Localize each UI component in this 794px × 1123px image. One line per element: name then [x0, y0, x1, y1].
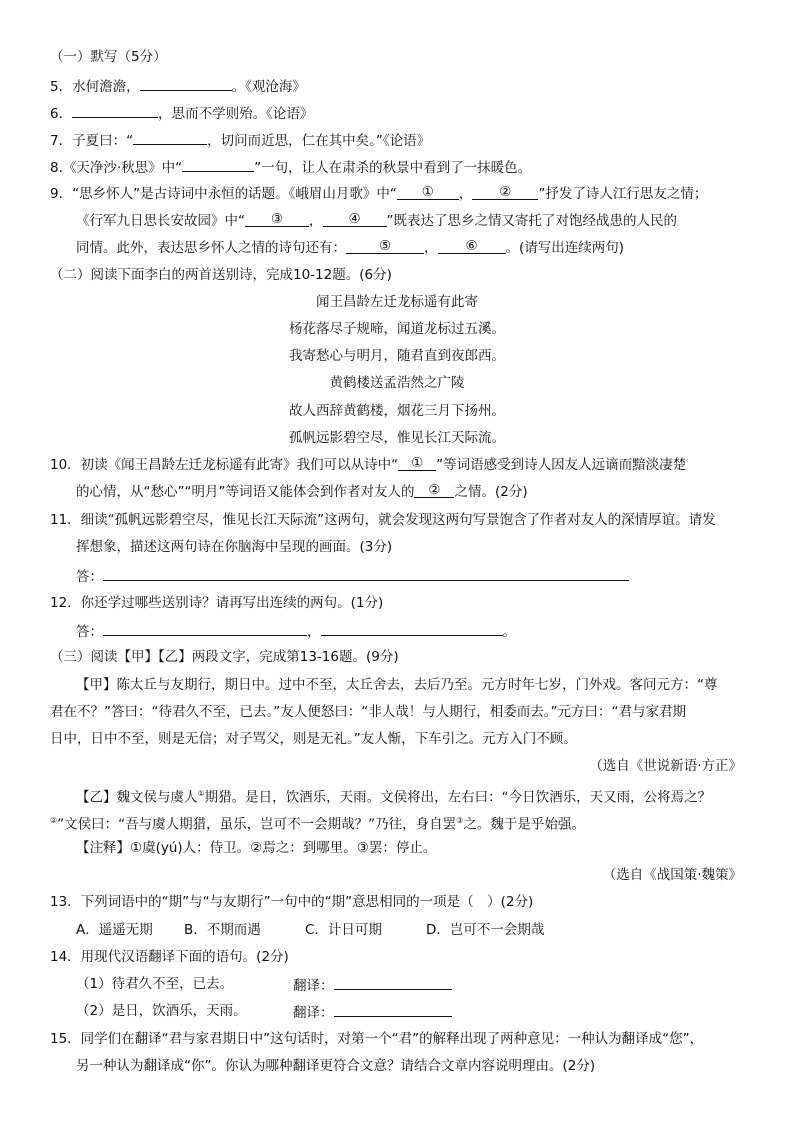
question-14-sentence-2: （2）是日，饮酒乐，天雨。: [76, 1003, 247, 1019]
question-7: [50, 130, 430, 150]
q12-answer-label: 答：: [76, 624, 103, 640]
question-12-answer: [76, 621, 516, 641]
question-9-line-3: [76, 239, 624, 257]
q9-text-a: 9．“思乡怀人”是古诗词中永恒的话题。《峨眉山月歌》中“: [50, 186, 397, 202]
q11-answer-line[interactable]: [103, 566, 629, 581]
q10-blank-2[interactable]: ②: [414, 483, 454, 498]
question-11-answer: [76, 566, 629, 586]
q6-number: 6．: [50, 106, 73, 122]
q8-rest: ”一句，让人在肃杀的秋景中看到了一抹暖色。: [254, 160, 532, 176]
q9-blank-5[interactable]: ⑤: [346, 239, 424, 254]
q6-blank[interactable]: [72, 103, 158, 118]
section-1-heading: （一）默写（5分）: [50, 49, 167, 65]
passage-yi-line-2: [50, 812, 585, 834]
q10-text-d: 之情。(2分): [454, 484, 528, 500]
question-13-option-b[interactable]: B．不期而遇: [184, 922, 261, 938]
section-3-heading: （三）阅读【甲】【乙】两段文字，完成第13-16题。(9分): [50, 649, 399, 665]
q12-answer-line-1[interactable]: [103, 621, 307, 636]
q5-blank[interactable]: [140, 76, 232, 91]
q5-source: 。《观沧海》: [231, 79, 306, 95]
q9-text-c: 《行军九日思长安故园》中“: [76, 213, 245, 229]
section-2-heading: （二）阅读下面李白的两首送别诗，完成10-12题。(6分): [50, 267, 392, 283]
passage-yi-line-1: [76, 785, 711, 807]
q14-answer-line-2[interactable]: [334, 1002, 452, 1017]
poem-2-title: 黄鹤楼送孟浩然之广陵: [329, 375, 465, 391]
passage-jia-source: （选自《世说新语·方正》: [589, 758, 742, 774]
question-6: [50, 103, 313, 123]
q5-text: 5．水何澹澹，: [50, 79, 140, 95]
q9-blank-1[interactable]: ①: [397, 185, 459, 200]
passage-yi-notes: 【注释】①虞(yú)人：侍卫。②焉之：到哪里。③罢：停止。: [76, 840, 437, 856]
q9-text-d: ”既表达了思乡之情又寄托了对饱经战患的人民的: [386, 213, 677, 229]
q10-blank-1[interactable]: ①: [398, 456, 436, 471]
q9-blank-3[interactable]: ③: [245, 212, 309, 227]
question-13-option-d[interactable]: D．岂可不一会期哉: [426, 922, 545, 938]
question-9-line-1: [50, 185, 707, 203]
q11-answer-label: 答：: [76, 569, 103, 585]
q14-label-2: 翻译：: [293, 1005, 334, 1021]
q12-sep: ，: [307, 624, 321, 640]
question-15-line-1: 15．同学们在翻译“君与家君期日中”这句话时，对第一个“君”的解释出现了两种意见：一种认为翻译成“您”，: [50, 1031, 704, 1047]
yi-footnote-1: ①: [197, 789, 205, 798]
q7-rest: ，切问而近思，仁在其中矣。”《论语》: [207, 133, 431, 149]
q9-blank-2[interactable]: ②: [472, 185, 538, 200]
question-5: [50, 76, 306, 96]
poem-2-line-2: 孤帆远影碧空尽，惟见长江天际流。: [289, 430, 505, 446]
question-8: [50, 157, 531, 177]
q8-text: 8.《天净沙·秋思》中“: [50, 160, 183, 176]
question-12: 12．你还学过哪些送别诗？请再写出连续的两句。(1分): [50, 595, 384, 611]
q14-label-1: 翻译：: [293, 978, 334, 994]
q9-sep-1: ，: [458, 186, 473, 202]
q9-sep-3: ，: [424, 240, 438, 256]
q10-text-b: ”等词语感受到诗人因友人远谪而黯淡凄楚: [436, 457, 687, 473]
question-10-line-1: [50, 456, 686, 474]
question-13: 13．下列词语中的“期”与“与友期行”一句中的“期”意思相同的一项是（ ）(2分): [50, 894, 534, 910]
poem-1-line-2: 我寄愁心与明月，随君直到夜郎西。: [289, 348, 505, 364]
yi-text-3: ”文侯曰：“吾与虞人期猎，虽乐，岂可不一会期哉？”乃往，身自罢: [57, 816, 457, 833]
q8-blank[interactable]: [182, 157, 254, 172]
q9-text-f: 。(请写出连续两句): [505, 240, 625, 256]
question-13-option-a[interactable]: A．遥遥无期: [76, 922, 153, 938]
q7-text: 7．子夏曰：“: [50, 133, 134, 149]
q9-sep-2: ，: [309, 213, 323, 229]
yi-text-2: 期猎。是日，饮酒乐，天雨。文侯将出，左右曰：“今日饮酒乐，天又雨，公将焉之？: [204, 789, 712, 806]
passage-yi-source: （选自《战国策·魏策》: [602, 867, 742, 883]
question-14: 14．用现代汉语翻译下面的语句。(2分): [50, 949, 289, 965]
passage-jia-line-2: 君在不？”答曰：“待君久不至，已去。”友人便怒曰：“非人哉！与人期行，相委而去。”元方曰：“君与家君期: [50, 704, 686, 720]
q14-answer-line-1[interactable]: [334, 975, 452, 990]
q10-text-a: 10．初读《闻王昌龄左迁龙标遥有此寄》我们可以从诗中“: [50, 457, 399, 473]
question-14-sentence-1: （1）待君久不至，已去。: [76, 976, 234, 992]
question-11-line-1: 11．细读“孤帆远影碧空尽，惟见长江天际流”这两句，就会发现这两句写景饱含了作者对友人的深情厚谊。请发: [50, 512, 716, 528]
poem-2-line-1: 故人西辞黄鹤楼，烟花三月下扬州。: [289, 403, 505, 419]
q12-answer-line-2[interactable]: [321, 621, 503, 636]
q9-text-e: 同情。此外，表达思乡怀人之情的诗句还有：: [76, 240, 346, 256]
passage-jia-line-1: 【甲】陈太丘与友期行，期日中。过中不至，太丘舍去，去后乃至。元方时年七岁，门外戏。客问元方：“尊: [76, 677, 718, 693]
passage-jia-line-3: 日中，日中不至，则是无信；对子骂父，则是无礼。”友人惭，下车引之。元方入门不顾。: [50, 731, 577, 747]
question-14-answer-1: [293, 975, 452, 995]
q10-text-c: 的心情，从“愁心”“明月”等词语又能体会到作者对友人的: [76, 484, 415, 500]
q9-blank-6[interactable]: ⑥: [438, 239, 506, 254]
yi-text-1: 【乙】魏文侯与虞人: [76, 789, 198, 806]
question-10-line-2: [76, 483, 528, 501]
question-14-answer-2: [293, 1002, 452, 1022]
poem-1-title: 闻王昌龄左迁龙标遥有此寄: [316, 294, 478, 310]
question-9-line-2: [76, 212, 677, 230]
yi-footnote-2: ②: [50, 816, 58, 825]
q7-blank[interactable]: [133, 130, 207, 145]
yi-footnote-3: ③: [456, 816, 464, 825]
q9-blank-4[interactable]: ④: [323, 212, 387, 227]
q9-text-b: ”抒发了诗人江行思友之情；: [538, 186, 708, 202]
question-11-line-2: 挥想象，描述这两句诗在你脑海中呈现的画面。(3分): [76, 539, 393, 555]
yi-text-4: 之。魏于是乎始强。: [463, 816, 585, 833]
q6-text: ，思而不学则殆。《论语》: [158, 106, 314, 122]
question-15-line-2: 另一种认为翻译成“你”。你认为哪种翻译更符合文意？请结合文章内容说明理由。(2分): [76, 1058, 596, 1074]
poem-1-line-1: 杨花落尽子规啼，闻道龙标过五溪。: [289, 321, 505, 337]
q12-end: 。: [502, 624, 516, 640]
question-13-option-c[interactable]: C．计日可期: [305, 922, 382, 938]
